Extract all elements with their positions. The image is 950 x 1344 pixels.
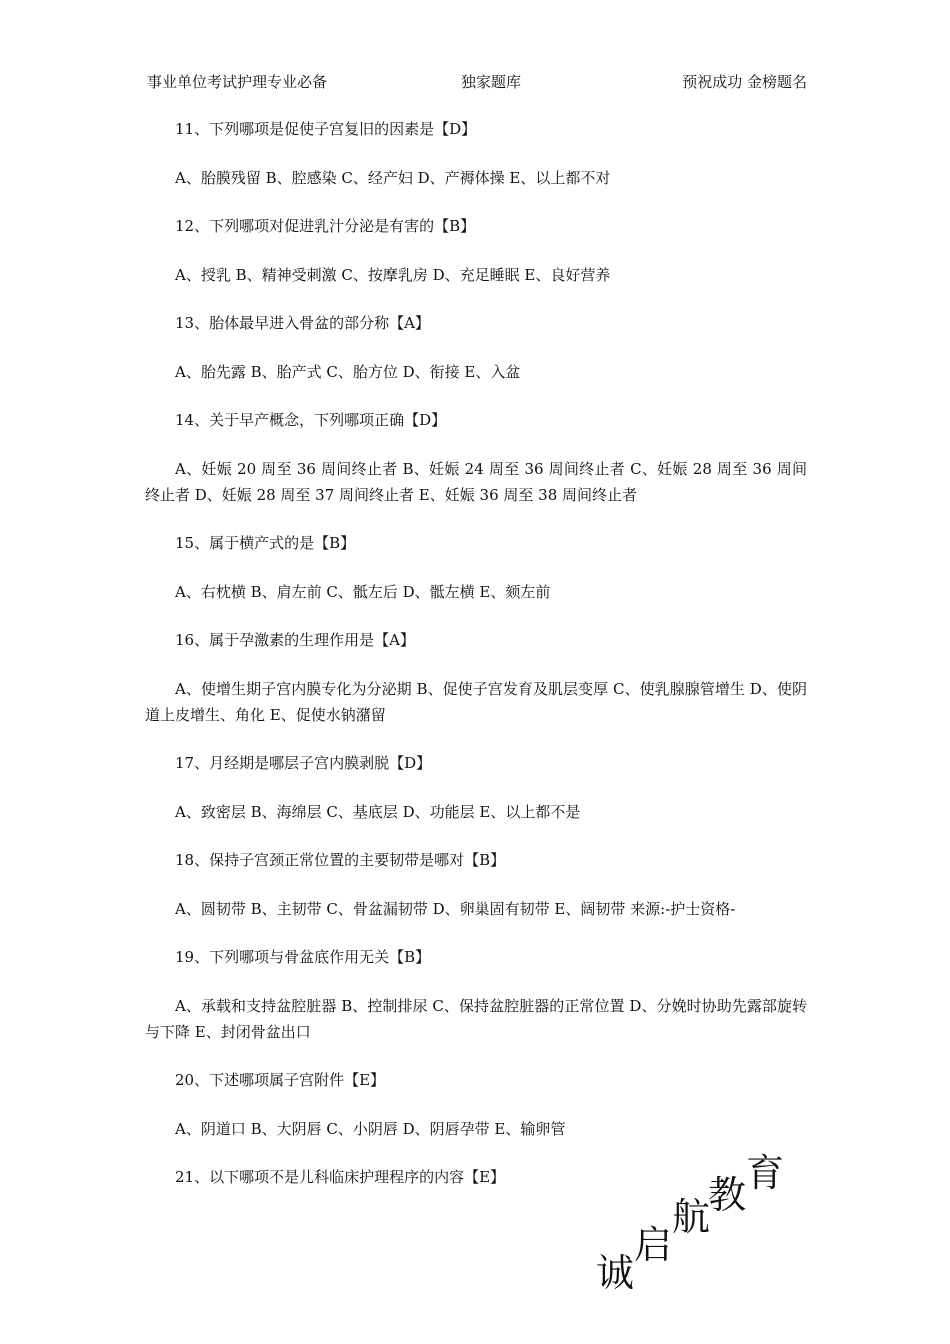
- question-11: 11、下列哪项是促使子宫复旧的因素是【D】: [175, 120, 477, 138]
- header-left-text: 事业单位考试护理专业必备: [147, 73, 328, 91]
- question-21: 21、以下哪项不是儿科临床护理程序的内容【E】: [175, 1168, 506, 1186]
- watermark-logo: [596, 1151, 796, 1304]
- options-12: A、授乳 B、精神受刺激 C、按摩乳房 D、充足睡眠 E、良好营养: [175, 265, 611, 284]
- header-right-text: 预祝成功 金榜题名: [682, 73, 807, 91]
- options-15: A、右枕横 B、肩左前 C、骶左后 D、骶左横 E、颏左前: [175, 582, 551, 601]
- options-17: A、致密层 B、海绵层 C、基底层 D、功能层 E、以上都不是: [175, 802, 581, 821]
- question-17: 17、月经期是哪层子宫内膜剥脱【D】: [175, 754, 432, 772]
- watermark-char: 育: [746, 1151, 785, 1195]
- question-13: 13、胎体最早进入骨盆的部分称【A】: [175, 314, 430, 332]
- page-header: [147, 70, 807, 94]
- question-15: 15、属于横产式的是【B】: [175, 534, 356, 552]
- question-12: 12、下列哪项对促进乳汁分泌是有害的【B】: [175, 217, 476, 235]
- question-14: 14、关于早产概念，下列哪项正确【D】: [175, 411, 447, 429]
- options-20: A、阴道口 B、大阴唇 C、小阴唇 D、阴唇孕带 E、输卵管: [175, 1119, 566, 1138]
- watermark-char: 启: [634, 1223, 673, 1267]
- question-20: 20、下述哪项属子宫附件【E】: [175, 1071, 386, 1089]
- options-11: A、胎膜残留 B、腔感染 C、经产妇 D、产褥体操 E、以上都不对: [175, 168, 611, 187]
- question-19: 19、下列哪项与骨盆底作用无关【B】: [175, 948, 431, 966]
- options-19: A、承载和支持盆腔脏器 B、控制排尿 C、保持盆腔脏器的正常位置 D、分娩时协助先露部旋转与下降 E、封闭骨盆出口: [145, 996, 807, 1041]
- watermark-char: 教: [708, 1173, 747, 1217]
- question-18: 18、保持子宫颈正常位置的主要韧带是哪对【B】: [175, 851, 506, 869]
- watermark-char: 诚: [596, 1251, 635, 1295]
- watermark-char: 航: [672, 1195, 711, 1239]
- options-14: A、妊娠 20 周至 36 周间终止者 B、妊娠 24 周至 36 周间终止者 C、妊娠 28 周至 36 周间终止者 D、妊娠 28 周至 37 周间终止者 E、妊娠 36 周至 38 周间终止者: [145, 459, 807, 504]
- options-16: A、使增生期子宫内膜专化为分泌期 B、促使子宫发育及肌层变厚 C、使乳腺腺管增生 D、使阴道上皮增生、角化 E、促使水钠潴留: [145, 679, 807, 724]
- question-list: [145, 116, 807, 1217]
- question-16: 16、属于孕激素的生理作用是【A】: [175, 631, 415, 649]
- header-center-text: 独家题库: [461, 73, 522, 91]
- options-18: A、圆韧带 B、主韧带 C、骨盆漏韧带 D、卵巢固有韧带 E、阔韧带 来源:-护士资格-: [175, 899, 736, 918]
- options-13: A、胎先露 B、胎产式 C、胎方位 D、衔接 E、入盆: [175, 362, 521, 381]
